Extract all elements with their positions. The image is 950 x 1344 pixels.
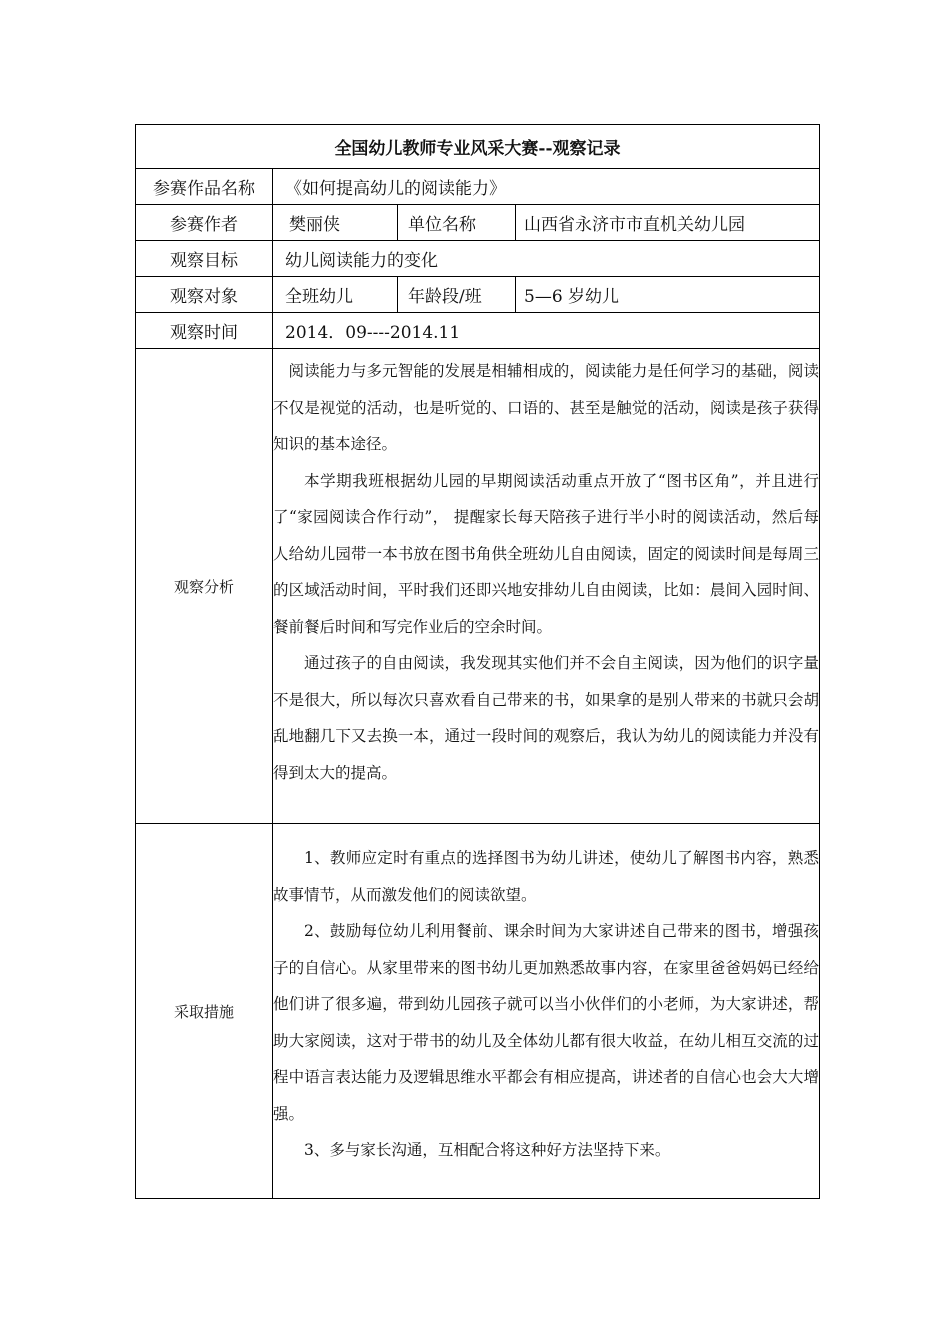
author-value: 樊丽侠 (273, 205, 398, 241)
subject-value: 全班幼儿 (273, 277, 398, 313)
measures-label: 采取措施 (136, 824, 273, 1199)
unit-value: 山西省永济市市直机关幼儿园 (516, 205, 820, 241)
age-class-label: 年龄段/班 (398, 277, 516, 313)
goal-value: 幼儿阅读能力的变化 (273, 241, 820, 277)
analysis-paragraph: 通过孩子的自由阅读，我发现其实他们并不会自主阅读，因为他们的识字量不是很大，所以每次只喜欢看自己带来的书，如果拿的是别人带来的书就只会胡乱地翻几下又去换一本，通过一段时间的观察后，我认为幼儿的阅读能力并没有得到太大的提高。 (273, 654, 820, 782)
measures-content (273, 824, 820, 1199)
analysis-content (273, 349, 820, 824)
observation-record-table (135, 124, 820, 1199)
author-label: 参赛作者 (136, 205, 273, 241)
measures-paragraph: 2、鼓励每位幼儿利用餐前、课余时间为大家讲述自己带来的图书，增强孩子的自信心。从家里带来的图书幼儿更加熟悉故事内容，在家里爸爸妈妈已经给他们讲了很多遍，带到幼儿园孩子就可以当小伙伴们的小老师，为大家讲述，帮助大家阅读，这对于带书的幼儿及全体幼儿都有很大收益，在幼儿相互交流的过程中语言表达能力及逻辑思维水平都会有相应提高，讲述者的自信心也会大大增强。 (273, 922, 820, 1123)
measures-paragraph: 1、教师应定时有重点的选择图书为幼儿讲述，使幼儿了解图书内容，熟悉故事情节，从而激发他们的阅读欲望。 (273, 849, 820, 904)
unit-label: 单位名称 (398, 205, 516, 241)
subject-label: 观察对象 (136, 277, 273, 313)
age-class-value: 5—6 岁幼儿 (516, 277, 820, 313)
analysis-label: 观察分析 (136, 349, 273, 824)
analysis-paragraph: 本学期我班根据幼儿园的早期阅读活动重点开放了“图书区角”，并且进行了“家园阅读合作行动”， 提醒家长每天陪孩子进行半小时的阅读活动，然后每人给幼儿园带一本书放在图书角供全班幼儿自由阅读，固定的阅读时间是每周三的区域活动时间，平时我们还即兴地安排幼儿自由阅读，比如：晨间入园时间、餐前餐后时间和写完作业后的空余时间。 (273, 471, 820, 636)
time-label: 观察时间 (136, 313, 273, 349)
work-name-value: 《如何提高幼儿的阅读能力》 (273, 169, 820, 205)
goal-label: 观察目标 (136, 241, 273, 277)
analysis-paragraph: 阅读能力与多元智能的发展是相辅相成的，阅读能力是任何学习的基础，阅读不仅是视觉的活动，也是听觉的、口语的、甚至是触觉的活动，阅读是孩子获得知识的基本途径。 (273, 362, 820, 453)
measures-paragraph: 3、多与家长沟通，互相配合将这种好方法坚持下来。 (304, 1141, 671, 1159)
time-value: 2014．09----2014.11 (273, 313, 820, 349)
record-title: 全国幼儿教师专业风采大赛--观察记录 (136, 125, 820, 169)
work-name-label: 参赛作品名称 (136, 169, 273, 205)
